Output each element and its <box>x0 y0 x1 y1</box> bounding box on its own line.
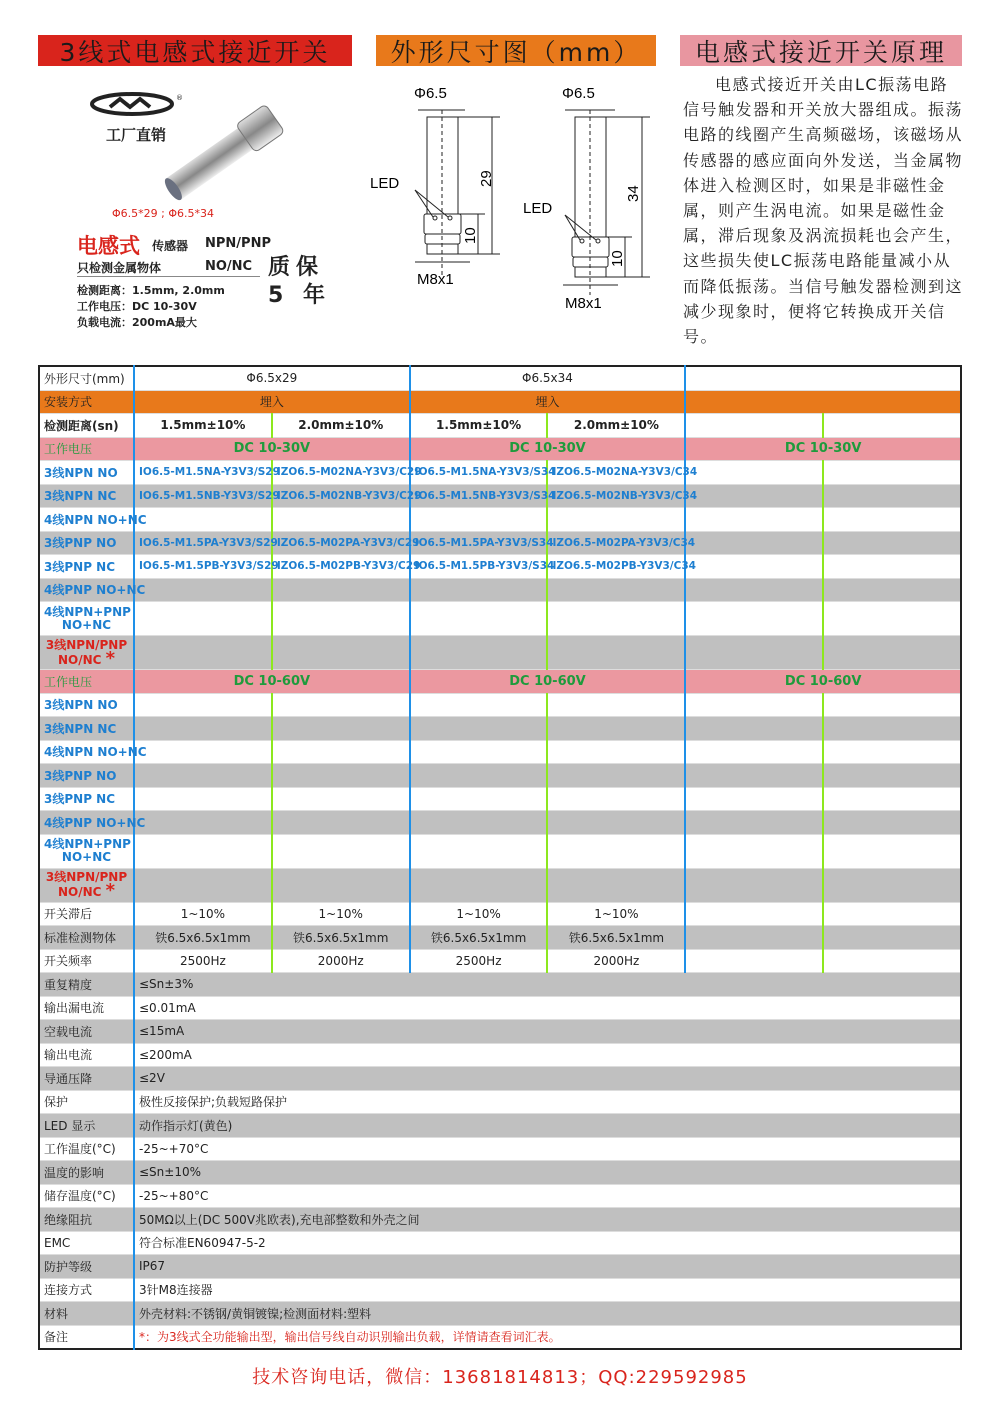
model-cell: IZO6.5-M02NB-Y3V3/C34 <box>547 484 685 508</box>
drawing-left <box>415 110 500 275</box>
model-cell <box>685 811 823 835</box>
sensor-type-small: 传感器 <box>152 239 189 253</box>
hysteresis-cell: 1~10% <box>410 902 548 926</box>
principle-paragraph: 电感式接近开关由LC振荡电路信号触发器和开关放大器组成。振荡电路的线圈产生高频磁场，该磁场从传感器的感应面向外发送，当金属物体进入检测区时，如果是非磁性金属，则产生涡电流。如果是磁性金属，滞后现象及涡流损耗也会产生，这些损失使LC振荡电路能量减小从而降低振荡。当信号触发器检测到这减少现象时，便将它转换成开关信号。 <box>683 75 964 347</box>
model-cell <box>685 461 823 485</box>
model-cell <box>685 484 823 508</box>
spec-value: ≤15mA <box>134 1020 961 1044</box>
model-cell <box>685 740 823 764</box>
hysteresis-row <box>39 902 961 926</box>
spec-value: 极性反接保护;负载短路保护 <box>134 1090 961 1114</box>
table-cell <box>272 834 410 868</box>
row-label: 工作电压 <box>39 670 134 694</box>
model-cell <box>685 693 823 717</box>
contact-footer: 技术咨询电话，微信：13681814813；QQ:229592985 <box>252 1367 748 1388</box>
model-cell <box>823 717 961 741</box>
target-cell <box>685 926 823 950</box>
common-spec-row <box>39 1231 961 1255</box>
row-label: 输出电流 <box>39 1043 134 1067</box>
model-cell: IO6.5-M1.5NA-Y3V3/S29 <box>134 461 272 485</box>
voltage-cell: DC 10-60V <box>685 670 961 694</box>
mount-cell <box>685 390 961 414</box>
model-row <box>39 764 961 788</box>
output-type-label: 3线NPN/PNP NO/NC * <box>39 636 134 670</box>
drawing-right-led: LED <box>523 200 553 217</box>
sensor-product-image <box>150 98 300 208</box>
model-cell <box>134 578 272 602</box>
model-cell: IO6.5-M1.5PB-Y3V3/S34 <box>410 555 548 579</box>
model-cell <box>685 555 823 579</box>
row-label: 防护等级 <box>39 1255 134 1279</box>
frequency-cell <box>823 949 961 973</box>
common-spec-row <box>39 1208 961 1232</box>
spec-value: IP67 <box>134 1255 961 1279</box>
table-cell <box>134 636 272 670</box>
common-spec-row <box>39 973 961 997</box>
model-cell <box>134 740 272 764</box>
output-type-label: 3线NPN NC <box>39 484 134 508</box>
model-cell: IZO6.5-M02PB-Y3V3/C34 <box>547 555 685 579</box>
model-cell: IZO6.5-M02PA-Y3V3/C34 <box>547 531 685 555</box>
row-label: 连接方式 <box>39 1278 134 1302</box>
target-cell: 铁6.5x6.5x1mm <box>410 926 548 950</box>
spec-value: 动作指示灯(黄色) <box>134 1114 961 1138</box>
common-spec-row <box>39 996 961 1020</box>
promo-spec-current: 负载电流：200mA最大 <box>77 316 197 329</box>
model-cell <box>823 764 961 788</box>
common-spec-row <box>39 1020 961 1044</box>
table-cell <box>272 602 410 636</box>
table-cell <box>134 868 272 902</box>
spec-table <box>38 365 962 1350</box>
voltage-row <box>39 437 961 461</box>
distance-cell: 2.0mm±10% <box>272 414 410 438</box>
model-cell <box>272 717 410 741</box>
table-cell <box>134 602 272 636</box>
output-type-label: 4线PNP NO+NC <box>39 811 134 835</box>
asterisk-icon: * <box>105 880 116 901</box>
output-type-label: 3线NPN/PNP NO/NC * <box>39 868 134 902</box>
table-cell <box>134 834 272 868</box>
output-type-label: 4线NPN NO+NC <box>39 740 134 764</box>
voltage-cell: DC 10-60V <box>134 670 410 694</box>
output-type-label: 3线NPN NO <box>39 693 134 717</box>
size-cell <box>685 366 961 390</box>
drawing-left-thread-len: 10 <box>462 227 479 244</box>
row-label: 空载电流 <box>39 1020 134 1044</box>
target-cell: 铁6.5x6.5x1mm <box>272 926 410 950</box>
model-cell <box>823 740 961 764</box>
mount-row <box>39 390 961 414</box>
spec-value: 3针M8连接器 <box>134 1278 961 1302</box>
dimension-drawing <box>370 80 670 320</box>
promo-spec-voltage: 工作电压：DC 10-30V <box>77 300 197 313</box>
model-row <box>39 461 961 485</box>
model-cell <box>410 508 548 532</box>
model-cell <box>134 717 272 741</box>
model-row <box>39 693 961 717</box>
model-cell <box>823 531 961 555</box>
distance-cell: 1.5mm±10% <box>410 414 548 438</box>
model-row <box>39 508 961 532</box>
common-spec-row <box>39 1255 961 1279</box>
model-cell: IO6.5-M1.5PB-Y3V3/S29 <box>134 555 272 579</box>
drawing-left-led: LED <box>370 175 400 192</box>
model-cell <box>547 740 685 764</box>
spec-value: ≤200mA <box>134 1043 961 1067</box>
output-type: NPN/PNP <box>205 236 271 251</box>
model-cell <box>685 764 823 788</box>
model-cell <box>547 811 685 835</box>
model-cell <box>272 811 410 835</box>
model-cell <box>685 508 823 532</box>
common-spec-row <box>39 1161 961 1185</box>
common-spec-row <box>39 1278 961 1302</box>
model-cell <box>134 764 272 788</box>
hysteresis-cell <box>823 902 961 926</box>
spec-value: 符合标准EN60947-5-2 <box>134 1231 961 1255</box>
drawing-left-thread: M8x1 <box>417 271 454 288</box>
model-cell <box>134 787 272 811</box>
table-cell <box>547 834 685 868</box>
model-cell <box>823 787 961 811</box>
model-cell <box>547 578 685 602</box>
model-cell <box>134 508 272 532</box>
model-cell <box>823 555 961 579</box>
model-row <box>39 717 961 741</box>
drawing-left-diameter: Φ6.5 <box>414 85 447 102</box>
frequency-cell <box>685 949 823 973</box>
model-cell <box>547 693 685 717</box>
table-cell <box>685 834 823 868</box>
row-label: 开关滞后 <box>39 902 134 926</box>
model-row <box>39 811 961 835</box>
row-label: 绝缘阻抗 <box>39 1208 134 1232</box>
asterisk-icon: * <box>105 647 116 669</box>
table-cell <box>823 834 961 868</box>
spec-value: -25~+80°C <box>134 1184 961 1208</box>
spec-value: ≤2V <box>134 1067 961 1091</box>
target-cell: 铁6.5x6.5x1mm <box>547 926 685 950</box>
promo-divider <box>77 276 260 277</box>
model-cell: IZO6.5-M02NB-Y3V3/C29 <box>272 484 410 508</box>
table-cell <box>547 868 685 902</box>
model-cell <box>410 811 548 835</box>
drawing-right-thread: M8x1 <box>565 295 602 312</box>
size-row <box>39 366 961 390</box>
table-cell <box>823 868 961 902</box>
product-sizes: Φ6.5*29 ; Φ6.5*34 <box>112 207 214 220</box>
model-cell: IZO6.5-M02NA-Y3V3/C29 <box>272 461 410 485</box>
common-spec-row <box>39 1184 961 1208</box>
model-cell <box>272 578 410 602</box>
svg-text:®: ® <box>176 94 183 102</box>
model-cell: IO6.5-M1.5PA-Y3V3/S29 <box>134 531 272 555</box>
row-label: 外形尺寸(mm) <box>39 366 134 390</box>
model-cell <box>272 693 410 717</box>
model-cell: IZO6.5-M02PA-Y3V3/C29 <box>272 531 410 555</box>
target-row <box>39 926 961 950</box>
model-row <box>39 578 961 602</box>
distance-row <box>39 414 961 438</box>
model-cell: IO6.5-M1.5NA-Y3V3/S34 <box>410 461 548 485</box>
npn-pnp-4wire-row <box>39 834 961 868</box>
common-spec-row <box>39 1114 961 1138</box>
model-cell <box>272 740 410 764</box>
output-type-label: 3线PNP NO <box>39 531 134 555</box>
row-label: 备注 <box>39 1325 134 1349</box>
model-row <box>39 555 961 579</box>
model-cell <box>823 578 961 602</box>
row-label: 工作温度(°C) <box>39 1137 134 1161</box>
drawing-right-diameter: Φ6.5 <box>562 85 595 102</box>
model-cell <box>134 693 272 717</box>
voltage-cell: DC 10-30V <box>134 437 410 461</box>
distance-cell <box>823 414 961 438</box>
spec-value: 50MΩ以上(DC 500V兆欧表),充电部整数和外壳之间 <box>134 1208 961 1232</box>
common-spec-row <box>39 1302 961 1326</box>
dimensions-title-banner: 外形尺寸图（mm） <box>376 35 656 66</box>
model-row <box>39 484 961 508</box>
table-cell <box>823 602 961 636</box>
spec-value: -25~+70°C <box>134 1137 961 1161</box>
warranty-line-2: 5 年 <box>268 283 331 308</box>
model-cell: IZO6.5-M02NA-Y3V3/C34 <box>547 461 685 485</box>
frequency-cell: 2000Hz <box>272 949 410 973</box>
row-label: 输出漏电流 <box>39 996 134 1020</box>
row-label: 开关频率 <box>39 949 134 973</box>
voltage-cell: DC 10-30V <box>685 437 961 461</box>
distance-cell: 1.5mm±10% <box>134 414 272 438</box>
spec-value: ≤Sn±3% <box>134 973 961 997</box>
drawing-right-length: 34 <box>625 185 642 202</box>
table-cell <box>685 602 823 636</box>
promo-spec-distance: 检测距离：1.5mm, 2.0mm <box>77 284 225 297</box>
common-spec-row <box>39 1067 961 1091</box>
size-cell: Φ6.5x34 <box>410 366 686 390</box>
row-label: 重复精度 <box>39 973 134 997</box>
row-label: 检测距离(sn) <box>39 414 134 438</box>
output-type-label: 4线PNP NO+NC <box>39 578 134 602</box>
mount-cell: 埋入 <box>410 390 686 414</box>
distance-cell <box>685 414 823 438</box>
row-label: 工作电压 <box>39 437 134 461</box>
output-type-label: 3线NPN NC <box>39 717 134 741</box>
frequency-cell: 2500Hz <box>134 949 272 973</box>
model-cell <box>547 508 685 532</box>
model-cell <box>823 461 961 485</box>
model-cell <box>410 740 548 764</box>
output-type-label: 4线NPN NO+NC <box>39 508 134 532</box>
model-row <box>39 740 961 764</box>
row-label: LED 显示 <box>39 1114 134 1138</box>
row-label: 储存温度(°C) <box>39 1184 134 1208</box>
common-spec-row <box>39 1137 961 1161</box>
npn-pnp-3wire-row <box>39 868 961 902</box>
output-type-label: 3线PNP NC <box>39 555 134 579</box>
nonc-label: NO/NC <box>205 259 253 274</box>
row-label: 安装方式 <box>39 390 134 414</box>
model-cell <box>823 508 961 532</box>
model-cell <box>410 693 548 717</box>
voltage-cell: DC 10-30V <box>410 437 686 461</box>
common-spec-row <box>39 1043 961 1067</box>
table-cell <box>272 868 410 902</box>
table-cell <box>685 868 823 902</box>
warranty-line-1: 质保 <box>268 255 325 280</box>
model-cell: IO6.5-M1.5NB-Y3V3/S29 <box>134 484 272 508</box>
target-cell: 铁6.5x6.5x1mm <box>134 926 272 950</box>
table-cell <box>410 834 548 868</box>
output-type-label: 3线PNP NC <box>39 787 134 811</box>
model-cell <box>547 787 685 811</box>
target-cell <box>823 926 961 950</box>
factory-direct-label: 工厂直销 <box>106 126 167 144</box>
frequency-row <box>39 949 961 973</box>
model-cell <box>823 693 961 717</box>
row-label: 材料 <box>39 1302 134 1326</box>
model-cell: IZO6.5-M02PB-Y3V3/C29 <box>272 555 410 579</box>
output-type-label: 3线PNP NO <box>39 764 134 788</box>
frequency-cell: 2000Hz <box>547 949 685 973</box>
model-cell <box>410 717 548 741</box>
drawing-right-thread-len: 10 <box>609 250 626 267</box>
model-cell: IO6.5-M1.5PA-Y3V3/S34 <box>410 531 548 555</box>
model-row <box>39 531 961 555</box>
hysteresis-cell: 1~10% <box>272 902 410 926</box>
frequency-cell: 2500Hz <box>410 949 548 973</box>
table-cell <box>685 636 823 670</box>
model-cell: IO6.5-M1.5NB-Y3V3/S34 <box>410 484 548 508</box>
voltage-row <box>39 670 961 694</box>
table-cell <box>410 602 548 636</box>
table-cell <box>547 602 685 636</box>
table-cell <box>410 636 548 670</box>
model-cell <box>410 578 548 602</box>
model-cell <box>410 787 548 811</box>
table-cell <box>823 636 961 670</box>
product-title-banner: 3线式电感式接近开关 <box>38 35 352 66</box>
row-label: 导通压降 <box>39 1067 134 1091</box>
note-row <box>39 1325 961 1349</box>
spec-value: ≤0.01mA <box>134 996 961 1020</box>
model-cell <box>410 764 548 788</box>
model-cell <box>547 717 685 741</box>
model-cell <box>823 811 961 835</box>
drawing-left-length: 29 <box>478 170 495 187</box>
model-cell <box>272 764 410 788</box>
sensor-type-big: 电感式 <box>77 234 140 258</box>
model-cell <box>685 717 823 741</box>
mount-cell: 埋入 <box>134 390 410 414</box>
row-label: 标准检测物体 <box>39 926 134 950</box>
model-row <box>39 787 961 811</box>
model-cell <box>272 787 410 811</box>
output-type-label: 3线NPN NO <box>39 461 134 485</box>
row-label: 温度的影响 <box>39 1161 134 1185</box>
row-label: 保护 <box>39 1090 134 1114</box>
model-cell <box>547 764 685 788</box>
output-type-label: 4线NPN+PNP NO+NC <box>39 834 134 868</box>
table-cell <box>547 636 685 670</box>
model-cell <box>823 484 961 508</box>
model-cell <box>685 531 823 555</box>
distance-cell: 2.0mm±10% <box>547 414 685 438</box>
spec-value: ≤Sn±10% <box>134 1161 961 1185</box>
model-cell <box>685 787 823 811</box>
row-label: EMC <box>39 1231 134 1255</box>
model-cell <box>134 811 272 835</box>
table-cell <box>272 636 410 670</box>
size-cell: Φ6.5x29 <box>134 366 410 390</box>
hysteresis-cell: 1~10% <box>547 902 685 926</box>
model-cell <box>685 578 823 602</box>
hysteresis-cell: 1~10% <box>134 902 272 926</box>
model-cell <box>272 508 410 532</box>
principle-title-banner: 电感式接近开关原理 <box>680 35 962 66</box>
table-cell <box>410 868 548 902</box>
npn-pnp-3wire-row <box>39 636 961 670</box>
metal-only-label: 只检测金属物体 <box>77 261 162 275</box>
hysteresis-cell <box>685 902 823 926</box>
note-value: *：为3线式全功能输出型，输出信号线自动识别输出负载，详情请查看词汇表。 <box>134 1325 961 1349</box>
spec-value: 外壳材料:不锈钢/黄铜镀镍;检测面材料:塑料 <box>134 1302 961 1326</box>
npn-pnp-4wire-row <box>39 602 961 636</box>
voltage-cell: DC 10-60V <box>410 670 686 694</box>
output-type-label: 4线NPN+PNP NO+NC <box>39 602 134 636</box>
common-spec-row <box>39 1090 961 1114</box>
